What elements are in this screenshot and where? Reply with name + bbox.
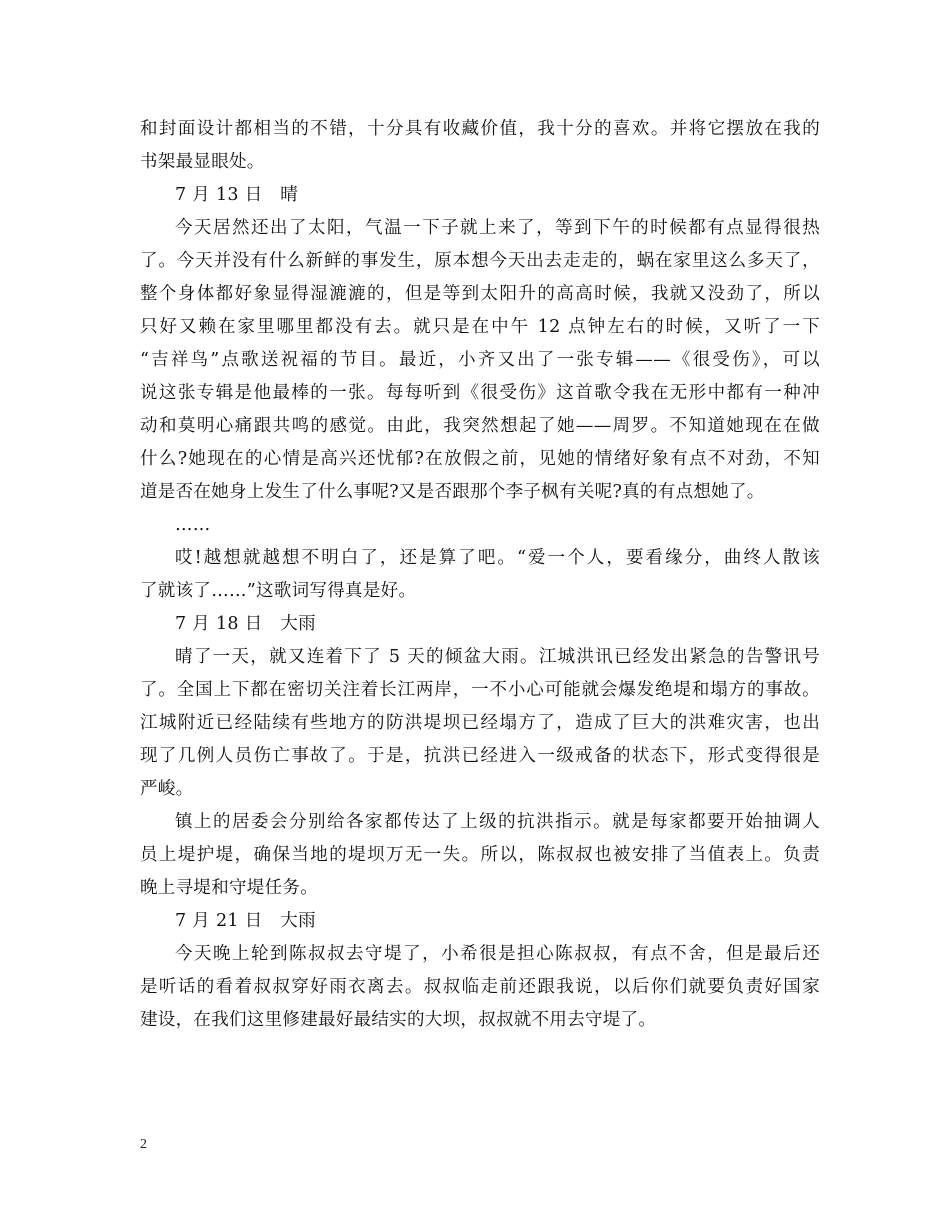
text-line: 了就该了……”这歌词写得真是好。 <box>140 581 417 601</box>
text-line: 员上堤护堤，确保当地的堤坝万无一失。所以，陈叔叔也被安排了当值表上。负责 <box>140 845 820 865</box>
text-line: 什么?她现在的心情是高兴还忧郁?在放假之前，见她的情绪好象有点不对劲，不知 <box>140 449 820 469</box>
text-line: 是听话的看着叔叔穿好雨衣离去。叔叔临走前还跟我说，以后你们就要负责好国家 <box>140 977 820 997</box>
text-line: 晚上寻堤和守堤任务。 <box>140 878 318 898</box>
text-line: 7 月 13 日 晴 <box>175 185 299 205</box>
text-line: 镇上的居委会分别给各家都传达了上级的抗洪指示。就是每家都要开始抽调人 <box>175 812 820 832</box>
text-line: 7 月 21 日 大雨 <box>175 911 316 931</box>
text-line: 7 月 18 日 大雨 <box>175 614 316 634</box>
text-line: 了。全国上下都在密切关注着长江两岸，一不小心可能就会爆发绝堤和塌方的事故。 <box>140 680 820 700</box>
text-line: 道是否在她身上发生了什么事呢?又是否跟那个李子枫有关呢?真的有点想她了。 <box>140 482 765 502</box>
text-line: 整个身体都好象显得湿漉漉的，但是等到太阳升的高高时候，我就又没劲了，所以 <box>140 284 820 304</box>
text-line: 和封面设计都相当的不错，十分具有收藏价值，我十分的喜欢。并将它摆放在我的 <box>140 119 820 139</box>
text-line: 建设，在我们这里修建最好最结实的大坝，叔叔就不用去守堤了。 <box>140 1010 657 1030</box>
text-line: …… <box>175 515 211 535</box>
text-line: 书架最显眼处。 <box>140 152 265 172</box>
text-line: 哎!越想就越想不明白了，还是算了吧。“爱一个人，要看缘分，曲终人散该 <box>175 548 820 568</box>
text-line: 动和莫明心痛跟共鸣的感觉。由此，我突然想起了她——周罗。不知道她现在在做 <box>140 416 820 436</box>
document-body <box>140 113 820 1037</box>
text-line: 今天晚上轮到陈叔叔去守堤了，小希很是担心陈叔叔，有点不舍，但是最后还 <box>175 944 820 964</box>
text-line: 现了几例人员伤亡事故了。于是，抗洪已经进入一级戒备的状态下，形式变得很是 <box>140 746 820 766</box>
text-lines <box>140 113 820 1037</box>
text-line: 严峻。 <box>140 779 194 799</box>
text-line: 说这张专辑是他最棒的一张。每每听到《很受伤》这首歌令我在无形中都有一种冲 <box>140 383 820 403</box>
text-line: 今天居然还出了太阳，气温一下子就上来了，等到下午的时候都有点显得很热 <box>175 218 820 238</box>
text-line: 江城附近已经陆续有些地方的防洪堤坝已经塌方了，造成了巨大的洪难灾害，也出 <box>140 713 820 733</box>
text-line: “吉祥鸟”点歌送祝福的节目。最近，小齐又出了一张专辑——《很受伤》，可以 <box>140 350 820 370</box>
text-line: 只好又赖在家里哪里都没有去。就只是在中午 12 点钟左右的时候，又听了一下 <box>140 317 820 337</box>
text-line: 了。今天并没有什么新鲜的事发生，原本想今天出去走走的，蜗在家里这么多天了， <box>140 251 820 271</box>
text-line: 晴了一天，就又连着下了 5 天的倾盆大雨。江城洪讯已经发出紧急的告警讯号 <box>175 647 820 667</box>
page-number: 2 <box>140 1137 147 1152</box>
